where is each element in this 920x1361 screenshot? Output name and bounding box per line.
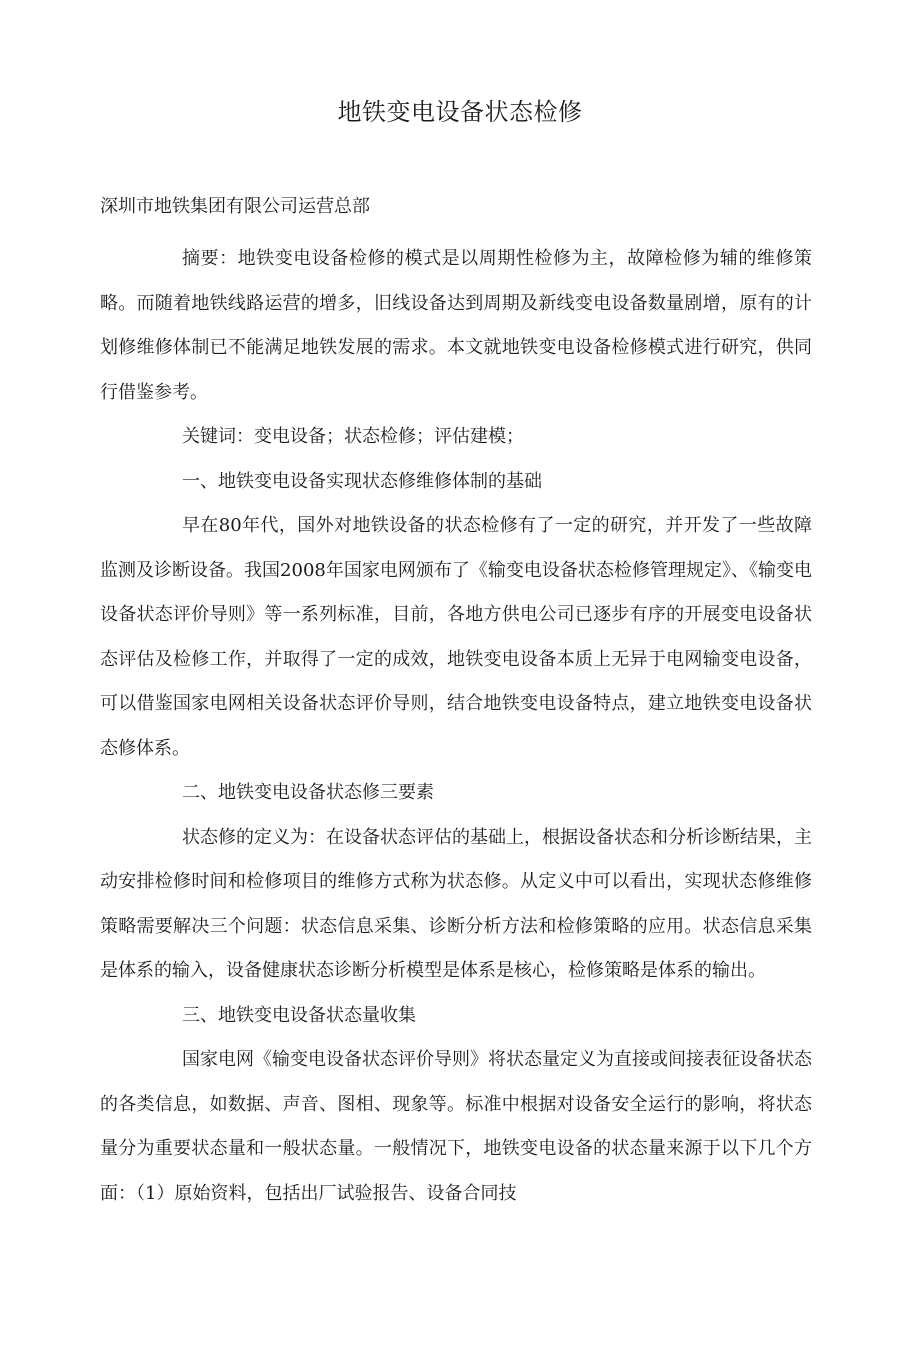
body-paragraph: 早在80年代，国外对地铁设备的状态检修有了一定的研究，并开发了一些故障监测及诊断设备。我国2008年国家电网颁布了《输变电设备状态检修管理规定》、《输变电设备状态评价导则》等一系列标准，目前，各地方供电公司已逐步有序的开展变电设备状态评估及检修工作，并取得了一定的成效，地铁变电设备本质上无异于电网输变电设备，可以借鉴国家电网相关设备状态评价导则，结合地铁变电设备特点，建立地铁变电设备状态修体系。: [100, 515, 812, 759]
body-paragraph: 状态修的定义为：在设备状态评估的基础上，根据设备状态和分析诊断结果，主动安排检修时间和检修项目的维修方式称为状态修。从定义中可以看出，实现状态修维修策略需要解决三个问题：状态信息采集、诊断分析方法和检修策略的应用。状态信息采集是体系的输入，设备健康状态诊断分析模型是体系是核心，检修策略是体系的输出。: [100, 826, 812, 981]
body-paragraph: 国家电网《输变电设备状态评价导则》将状态量定义为直接或间接表征设备状态的各类信息，如数据、声音、图相、现象等。标准中根据对设备安全运行的影响，将状态量分为重要状态量和一般状态量。一般情况下，地铁变电设备的状态量来源于以下几个方面：（1）原始资料，包括出厂试验报告、设备合同技: [100, 1049, 812, 1204]
author-affiliation: 深圳市地铁集团有限公司运营总部: [100, 196, 370, 217]
section-heading-1: 一、地铁变电设备实现状态修维修体制的基础: [182, 470, 542, 492]
document-title: 地铁变电设备状态检修: [337, 98, 583, 126]
document-body: [100, 193, 812, 1216]
keywords-paragraph: 关键词：变电设备；状态检修；评估建模；: [182, 426, 524, 447]
abstract-paragraph: 摘要：地铁变电设备检修的模式是以周期性检修为主，故障检修为辅的维修策略。而随着地铁线路运营的增多，旧线设备达到周期及新线变电设备数量剧增，原有的计划修维修体制已不能满足地铁发展的需求。本文就地铁变电设备检修模式进行研究，供同行借鉴参考。: [100, 248, 812, 403]
section-heading-3: 三、地铁变电设备状态量收集: [182, 1004, 416, 1026]
section-heading-2: 二、地铁变电设备状态修三要素: [182, 782, 434, 803]
